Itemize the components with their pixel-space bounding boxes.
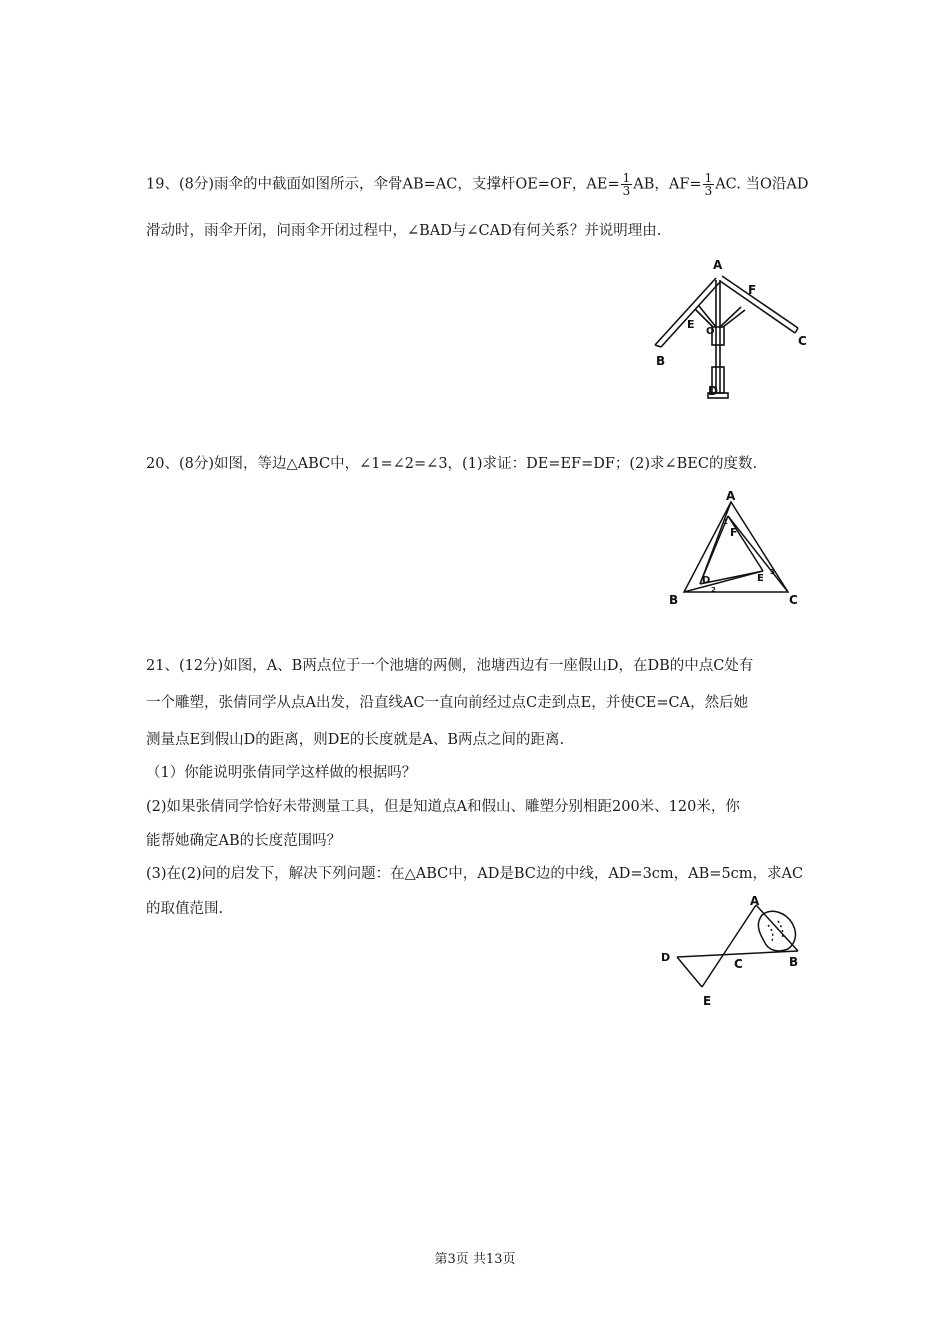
q19-line-1 <box>146 172 808 197</box>
label-B: B <box>789 955 799 969</box>
label-E: E <box>687 318 695 331</box>
fraction-one-third-2: $\frac{1}{3}$ <box>704 171 713 198</box>
q19-line-2: 滑动时，雨伞开闭，问雨伞开闭过程中，∠BAD与∠CAD有何关系？并说明理由. <box>146 223 662 239</box>
q21-line-7: (3)在(2)问的启发下，解决下列问题：在△ABC中，AD是BC边的中线，AD=3cm，AB=5cm，求AC <box>146 866 804 882</box>
label-F: F <box>730 526 738 539</box>
label-D: D <box>661 951 671 964</box>
umbrella-figure <box>650 255 820 405</box>
q21-line-5: (2)如果张倩同学恰好未带测量工具，但是知道点A和假山、雕塑分别相距200米、120米，你 <box>146 799 740 815</box>
label-E: E <box>703 994 712 1008</box>
label-O: O <box>706 326 715 337</box>
label-C: C <box>798 334 807 348</box>
q20-line-1: 20、(8分)如图，等边△ABC中，∠1=∠2=∠3，(1)求证：DE=EF=DF；(2)求∠BEC的度数. <box>146 456 758 472</box>
label-D: D <box>702 575 711 586</box>
q19-text-part1: 19、(8分)雨伞的中截面如图所示，伞骨AB=AC，支撑杆OE=OF，AE= <box>146 176 620 193</box>
pond-figure <box>650 895 820 1015</box>
label-D: D <box>708 384 718 398</box>
label-A: A <box>726 489 736 503</box>
label-B: B <box>656 354 666 368</box>
q21-line-6: 能帮她确定AB的长度范围吗？ <box>146 833 342 849</box>
label-C: C <box>734 957 743 971</box>
page-number-footer: 第3页 共13页 <box>434 1252 516 1267</box>
angle-label-1: 1 <box>723 518 728 526</box>
q21-line-8: 的取值范围. <box>146 901 224 917</box>
label-B: B <box>669 593 679 607</box>
fraction-one-third: $\frac{1}{3}$ <box>622 171 631 198</box>
q19-text-part3: AC. 当O沿AD <box>715 176 809 193</box>
angle-label-2: 2 <box>711 586 716 594</box>
q21-line-2: 一个雕塑，张倩同学从点A出发，沿直线AC一直向前经过点C走到点E，并使CE=CA，然后她 <box>146 695 749 711</box>
label-C: C <box>789 593 798 607</box>
equilateral-triangle-figure <box>665 488 815 613</box>
angle-label-3: 3 <box>770 568 775 576</box>
label-E: E <box>757 573 764 584</box>
q21-line-3: 测量点E到假山D的距离，则DE的长度就是A、B两点之间的距离. <box>146 732 565 748</box>
q21-line-1: 21、(12分)如图，A、B两点位于一个池塘的两侧，池塘西边有一座假山D，在DB的中点C处有 <box>146 658 754 674</box>
label-A: A <box>713 258 723 272</box>
label-A: A <box>750 894 760 908</box>
label-F: F <box>748 283 757 297</box>
q19-text-part2: AB，AF= <box>633 176 702 193</box>
q21-line-4: （1）你能说明张倩同学这样做的根据吗？ <box>146 765 417 781</box>
